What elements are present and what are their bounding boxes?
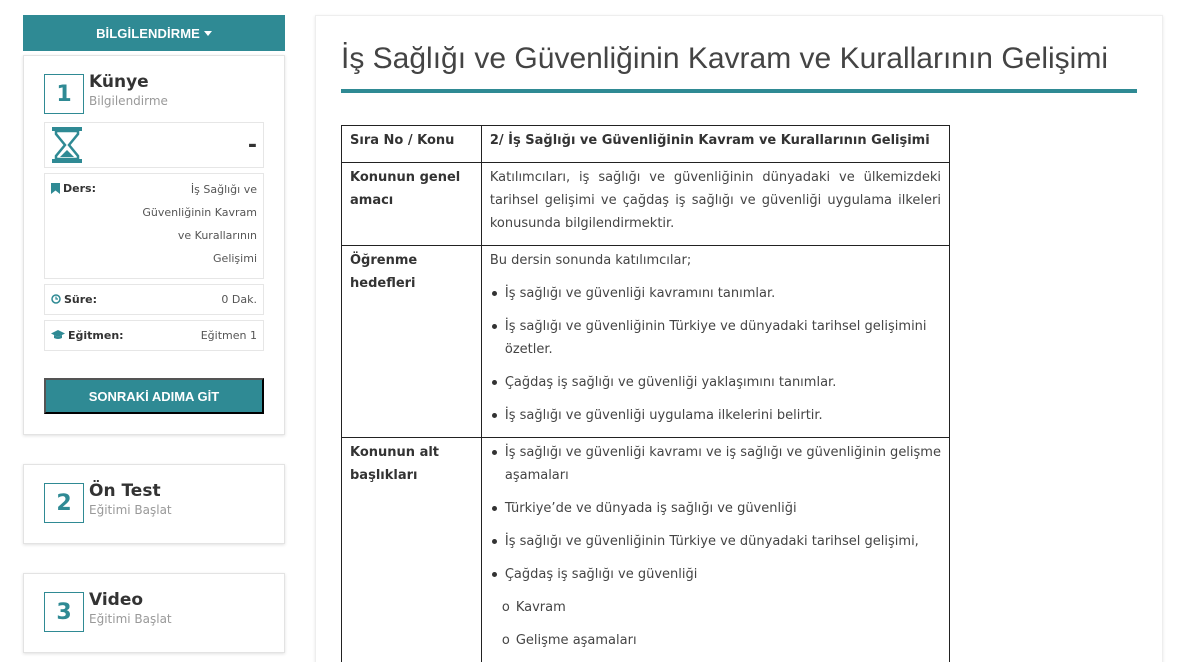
subtopics-cell: [481, 438, 949, 662]
list-item-text: İş sağlığı ve güvenliği uygulama ilkelerini belirtir.: [504, 408, 823, 423]
list-item-text: Türkiye’de ve dünyada iş sağlığı ve güvenliği: [504, 501, 797, 516]
sure-value: 0 Dak.: [221, 293, 257, 306]
step-subtitle: Bilgilendirme: [89, 94, 168, 108]
list-item-text: İş sağlığı ve güvenliği kavramını tanımlar.: [504, 286, 776, 301]
bullet-icon: [492, 291, 497, 296]
egitmen-label: Eğitmen:: [68, 329, 124, 342]
info-dropdown-label: BİLGİLENDİRME: [96, 25, 200, 41]
step-card-on-test[interactable]: [23, 464, 285, 544]
caret-down-icon: [204, 31, 212, 36]
step-number: 1: [44, 74, 84, 114]
bullet-icon: [492, 539, 497, 544]
list-item: [490, 497, 941, 520]
step-number: 2: [44, 483, 84, 523]
sure-info: [44, 284, 264, 315]
timer-value: -: [247, 132, 257, 158]
step-subtitle: Eğitimi Başlat: [89, 612, 172, 626]
timer-box: [44, 122, 264, 168]
goals-cell: [481, 246, 949, 438]
title-divider: [341, 89, 1137, 93]
main-content: [315, 15, 1163, 662]
sub-list-item-text: Kavram: [515, 600, 566, 615]
info-dropdown-button[interactable]: [23, 15, 285, 51]
circle-bullet-icon: o: [501, 600, 510, 615]
graduation-cap-icon: [51, 330, 65, 340]
bullet-icon: [492, 413, 497, 418]
clock-icon: [51, 294, 61, 304]
goals-intro: Bu dersin sonunda katılımcılar;: [489, 253, 692, 268]
table-row: [342, 163, 950, 246]
ders-info: [44, 173, 264, 279]
bullet-icon: [492, 506, 497, 511]
list-item: [490, 315, 941, 361]
bookmark-icon: [51, 183, 60, 194]
sidebar: [23, 15, 285, 626]
header-col1: Sıra No / Konu: [342, 126, 482, 163]
table-row: [342, 246, 950, 438]
list-item-text: Çağdaş iş sağlığı ve güvenliği yaklaşımını tanımlar.: [504, 375, 837, 390]
sure-label: Süre:: [64, 293, 98, 306]
header-col2: 2/ İş Sağlığı ve Güvenliğinin Kavram ve Kurallarının Gelişimi: [481, 126, 949, 163]
step-card-kunye: [23, 55, 285, 435]
step-card-video[interactable]: [23, 573, 285, 653]
step-title: Ön Test: [89, 481, 161, 501]
list-item: [490, 404, 941, 427]
list-item: [490, 530, 941, 553]
step-header: [44, 74, 264, 114]
bullet-icon: [492, 324, 497, 329]
egitmen-value: Eğitmen 1: [200, 329, 257, 342]
table-row: [342, 438, 950, 662]
sub-list-item-text: Gelişme aşamaları: [515, 633, 637, 648]
list-item-text: İş sağlığı ve güvenliğinin Türkiye ve dünyadaki tarihsel gelişimi,: [504, 534, 919, 549]
list-item: [490, 282, 941, 305]
circle-bullet-icon: o: [501, 633, 510, 648]
goals-label: Öğrenme hedefleri: [342, 246, 482, 438]
bullet-icon: [492, 450, 497, 455]
sub-list-item: [490, 629, 941, 652]
aim-text: Katılımcıları, iş sağlığı ve güvenliğinin dünyadaki ve ülkemizdeki tarihsel gelişimi ve çağdaş iş sağlığı ve güvenliği uygulama ilkeleri konusunda bilgilendirmektir.: [481, 163, 949, 246]
subtopics-label: Konunun alt başlıkları: [342, 438, 482, 662]
egitmen-info: [44, 320, 264, 351]
step-subtitle: Eğitimi Başlat: [89, 503, 172, 517]
next-step-button[interactable]: SONRAKİ ADIMA GİT: [44, 378, 264, 414]
ders-label: Ders:: [63, 182, 96, 195]
step-header: [44, 592, 264, 632]
step-title: Video: [89, 590, 144, 610]
list-item-text: İş sağlığı ve güvenliğinin Türkiye ve dünyadaki tarihsel gelişimini özetler.: [504, 319, 927, 357]
bullet-icon: [492, 380, 497, 385]
list-item: [490, 441, 941, 487]
list-item-text: İş sağlığı ve güvenliği kavramı ve iş sağlığı ve güvenliğinin gelişme aşamaları: [504, 445, 941, 483]
list-item: [490, 371, 941, 394]
table-row: [342, 126, 950, 163]
step-header: [44, 483, 264, 523]
step-title: Künye: [89, 72, 149, 92]
bullet-icon: [492, 572, 497, 577]
hourglass-icon: [51, 126, 83, 164]
sub-list-item: [490, 596, 941, 619]
lesson-table: [341, 125, 950, 662]
step-number: 3: [44, 592, 84, 632]
list-item: [490, 563, 941, 586]
aim-label: Konunun genel amacı: [342, 163, 482, 246]
list-item-text: Çağdaş iş sağlığı ve güvenliği: [504, 567, 698, 582]
page-title: İş Sağlığı ve Güvenliğinin Kavram ve Kurallarının Gelişimi: [341, 42, 1108, 75]
ders-value: İş Sağlığı ve Güvenliğinin Kavram ve Kurallarının Gelişimi: [142, 183, 257, 265]
